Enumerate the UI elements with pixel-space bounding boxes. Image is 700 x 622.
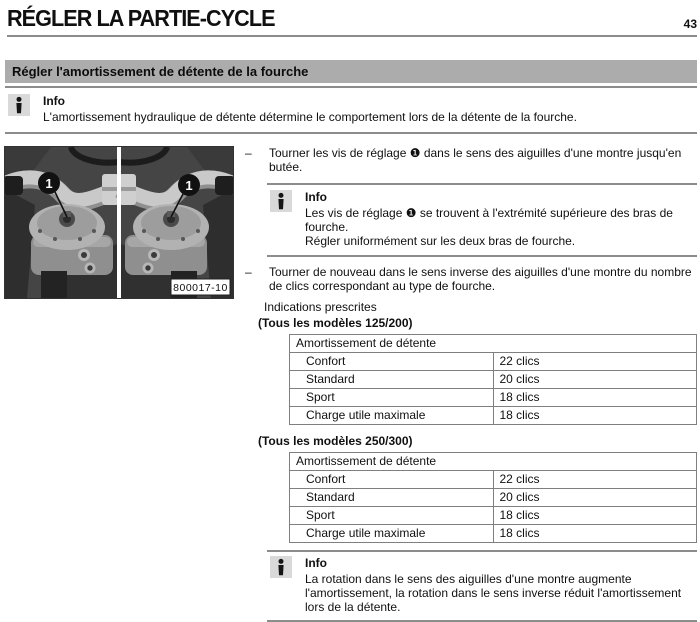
setting-name: Charge utile maximale (290, 407, 494, 425)
info-text-line-2: Régler uniformément sur les deux bras de fourche. (305, 234, 576, 248)
table-row (290, 407, 697, 425)
model-group-1-label: (Tous les modèles 125/200) (258, 316, 413, 330)
info-text-line-1: Les vis de réglage ❶ se trouvent à l'extrémité supérieure des bras de fourche. (305, 206, 673, 234)
table-row (290, 507, 697, 525)
damping-table-250-300 (289, 452, 697, 543)
table-row (290, 371, 697, 389)
page-header (7, 5, 697, 37)
setting-value: 18 clics (493, 407, 697, 425)
setting-name: Confort (290, 471, 494, 489)
table-row (290, 353, 697, 371)
photo-divider (117, 147, 121, 298)
setting-value: 20 clics (493, 371, 697, 389)
info-icon (8, 94, 30, 116)
table-header-row (290, 335, 697, 353)
table-header: Amortissement de détente (290, 453, 697, 471)
setting-value: 22 clics (493, 471, 697, 489)
setting-value: 20 clics (493, 489, 697, 507)
setting-value: 18 clics (493, 525, 697, 543)
damping-table-125-200 (289, 334, 697, 425)
page-number: 43 (683, 17, 697, 31)
figure-caption-plate (171, 279, 230, 295)
info-title: Info (43, 94, 65, 108)
step-text: Tourner les vis de réglage ❶ dans le sens des aiguilles d'une montre jusqu'en butée. (269, 146, 682, 174)
instruction-step-1 (245, 146, 697, 174)
setting-name: Standard (290, 489, 494, 507)
step-dash: – (245, 265, 252, 279)
figure-caption: 800017-10 (173, 282, 228, 294)
info-icon (270, 190, 292, 212)
setting-name: Sport (290, 389, 494, 407)
marker-1-right: 1 (185, 178, 193, 193)
model-group-2-label: (Tous les modèles 250/300) (258, 434, 413, 448)
setting-value: 18 clics (493, 389, 697, 407)
info-text: L'amortissement hydraulique de détente détermine le comportement lors de la détente de la fourche. (43, 110, 577, 124)
figure (4, 146, 234, 622)
page-title: RÉGLER LA PARTIE-CYCLE (7, 5, 275, 31)
instruction-step-2 (245, 265, 697, 293)
table-row (290, 489, 697, 507)
info-box-top (5, 86, 697, 134)
table-row (290, 525, 697, 543)
info-icon (270, 556, 292, 578)
step-dash: – (245, 146, 252, 160)
indications-label: Indications prescrites (264, 300, 377, 314)
table-row (290, 471, 697, 489)
setting-name: Sport (290, 507, 494, 525)
setting-value: 18 clics (493, 507, 697, 525)
section-header-bar: Régler l'amortissement de détente de la fourche (5, 60, 697, 83)
setting-value: 22 clics (493, 353, 697, 371)
table-header: Amortissement de détente (290, 335, 697, 353)
fork-adjuster-photo (4, 146, 234, 299)
manual-page (0, 5, 700, 616)
info-box-step (267, 183, 697, 257)
info-text: La rotation dans le sens des aiguilles d'une montre augmente l'amortissement, la rotation dans le sens inverse réduit l'amortissement lors de la détente. (305, 572, 682, 614)
table-header-row (290, 453, 697, 471)
table-row (290, 389, 697, 407)
info-title: Info (305, 190, 327, 204)
step-text: Tourner de nouveau dans le sens inverse des aiguilles d'une montre du nombre de clics correspondant au type de fourche. (269, 265, 692, 293)
info-title: Info (305, 556, 327, 570)
setting-name: Confort (290, 353, 494, 371)
marker-1-left: 1 (45, 176, 53, 191)
info-box-bottom (267, 550, 697, 622)
setting-name: Charge utile maximale (290, 525, 494, 543)
setting-name: Standard (290, 371, 494, 389)
